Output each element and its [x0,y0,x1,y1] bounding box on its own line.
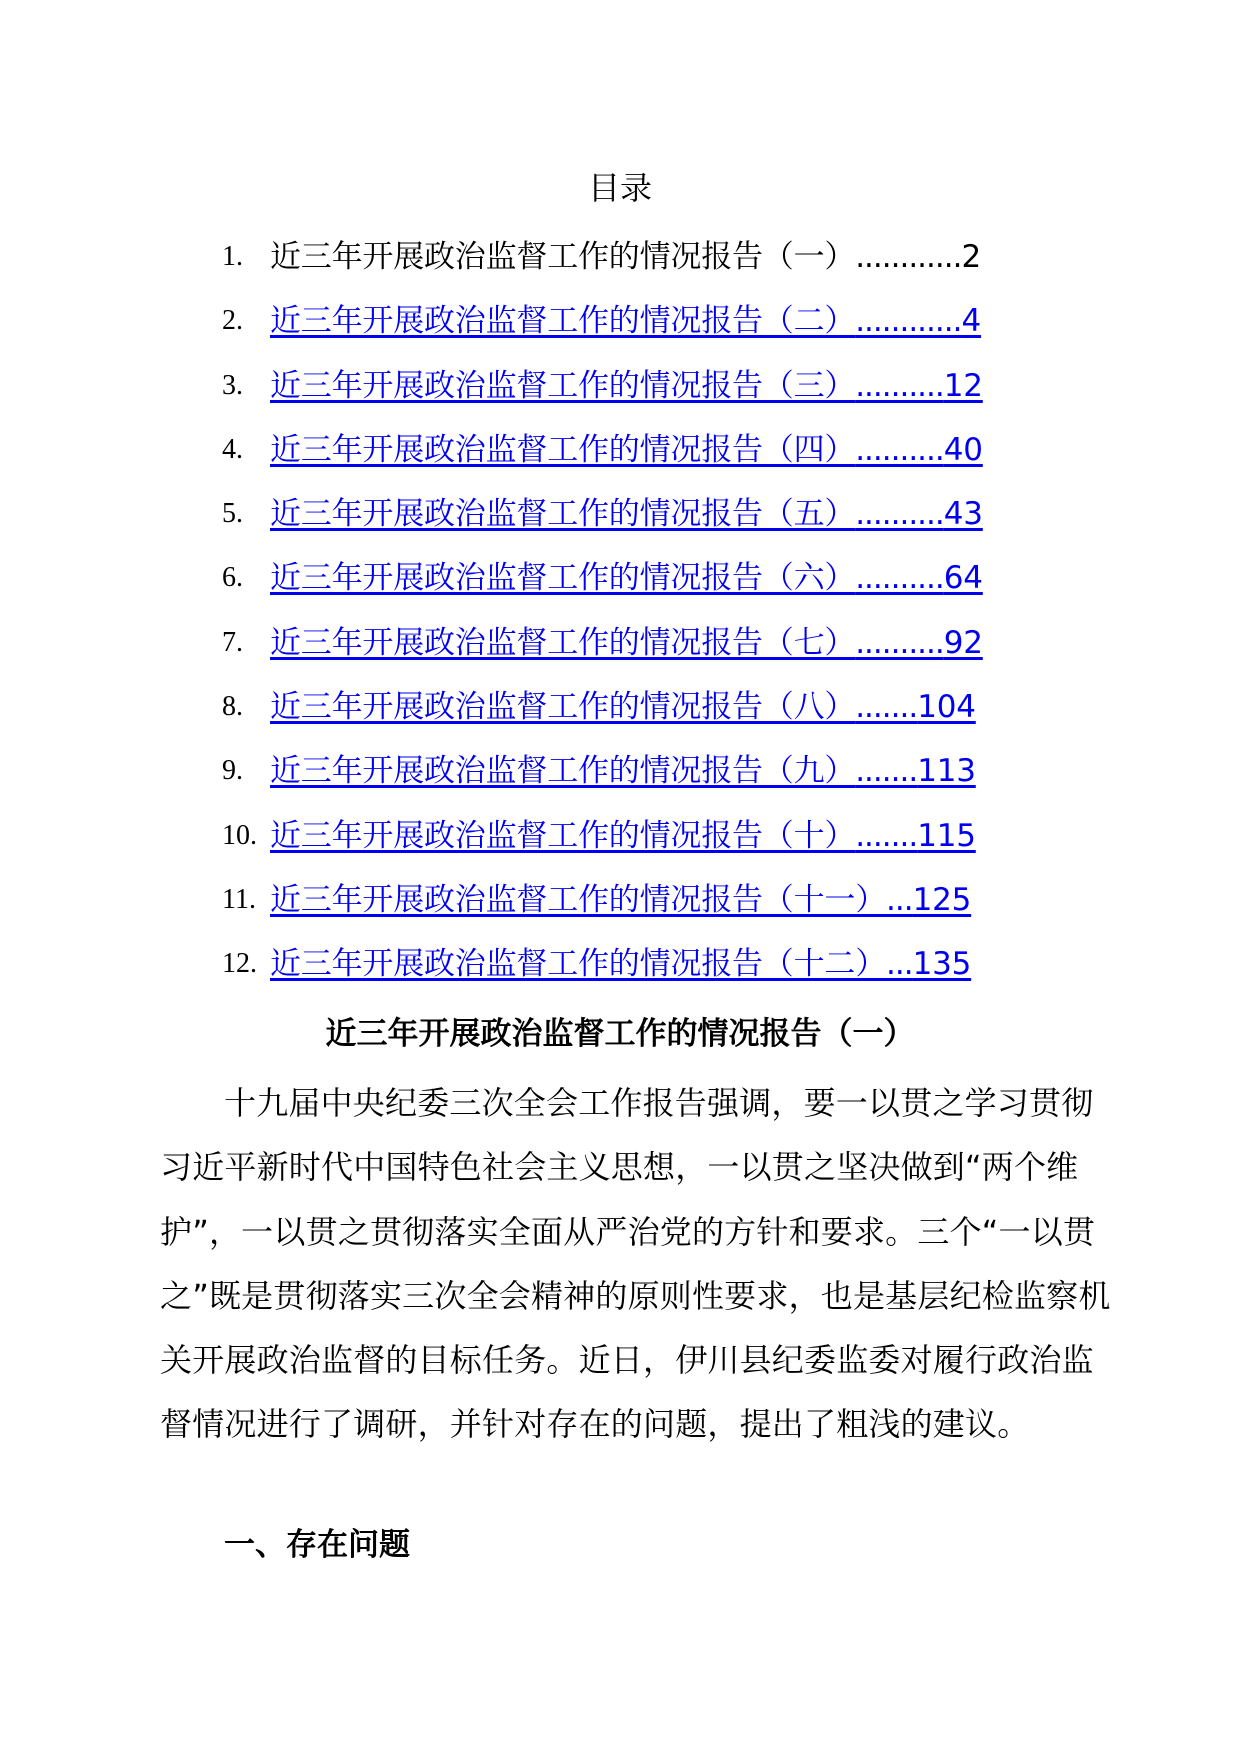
toc-page-number: 115 [917,817,976,854]
toc-item-number: 7. [222,626,243,658]
toc-item [222,749,1022,813]
toc-item-link[interactable] [270,942,971,986]
toc-item-title: 近三年开展政治监督工作的情况报告（九） [270,753,856,790]
toc-item-title: 近三年开展政治监督工作的情况报告（一） [270,239,856,275]
toc-leader: .......... [855,367,944,404]
body-paragraph: 十九届中央纪委三次全会工作报告强调，要一以贯之学习贯彻习近平新时代中国特色社会主义思想，一以贯之坚决做到“两个维护”，一以贯之贯彻落实全面从严治党的方针和要求。三个“一以贯之”既是贯彻落实三次全会精神的原则性要求，也是基层纪检监察机关开展政治监督的目标任务。近日，伊川县纪委监委对履行政治监督情况进行了调研，并针对存在的问题，提出了粗浅的建议。 [160,1084,1111,1444]
toc-item [222,364,1022,428]
toc-item-number: 5. [222,498,243,530]
toc-item [222,492,1022,556]
toc-item [222,235,1022,299]
toc-leader: ....... [855,689,918,726]
toc-item-title: 近三年开展政治监督工作的情况报告（四） [270,431,856,468]
toc-page-number: 40 [943,431,983,468]
toc-leader: .......... [855,431,944,468]
toc-item [222,299,1022,363]
toc-page-number: 92 [943,624,983,661]
toc-item [222,556,1022,620]
toc-page-number: 12 [943,367,983,404]
toc-leader: .......... [855,496,944,533]
toc-leader: ... [886,946,913,983]
toc-item-link[interactable] [270,621,983,665]
toc-leader: ............ [855,239,962,275]
toc-item-number: 3. [222,369,243,401]
toc-item-number: 8. [222,691,243,723]
toc-page-number: 113 [917,753,976,790]
toc-leader: .......... [855,560,944,597]
toc-item [222,428,1022,492]
toc-item-link[interactable] [270,749,976,793]
toc-page-number: 135 [912,946,972,983]
section-heading: 一、存在问题 [224,1527,410,1563]
toc-item-title: 近三年开展政治监督工作的情况报告（三） [270,367,856,404]
toc-item-title: 近三年开展政治监督工作的情况报告（十二） [270,946,886,983]
toc-item-number: 4. [222,433,243,465]
toc-item [222,942,1022,1006]
toc-item-link[interactable] [270,428,983,472]
toc-item-title: 近三年开展政治监督工作的情况报告（十） [270,817,856,854]
toc-item-number: 10. [222,819,257,851]
toc-item [222,621,1022,685]
toc-item-title: 近三年开展政治监督工作的情况报告（六） [270,560,856,597]
toc-item-link[interactable] [270,878,971,922]
toc-leader: ....... [855,817,918,854]
toc-title: 目录 [587,169,652,207]
toc-item [222,878,1022,942]
toc-item-link[interactable] [270,814,976,858]
toc-item-link[interactable] [270,364,983,408]
toc-page-number: 64 [943,560,983,597]
toc-leader: .......... [855,624,944,661]
toc-item-link[interactable] [270,492,983,536]
toc-leader: ....... [855,753,918,790]
toc-item-link[interactable] [270,299,981,343]
toc-item-number: 11. [222,883,256,915]
document-heading: 近三年开展政治监督工作的情况报告（一） [325,1016,915,1052]
toc-item-title: 近三年开展政治监督工作的情况报告（五） [270,496,856,533]
toc-page-number: 43 [943,496,983,533]
toc-item-title: 近三年开展政治监督工作的情况报告（二） [270,303,856,340]
table-of-contents [222,235,1022,1007]
toc-leader: ............ [855,303,962,340]
toc-item-number: 9. [222,755,243,787]
toc-item-title: 近三年开展政治监督工作的情况报告（十一） [270,881,886,918]
toc-item-link[interactable] [270,235,981,279]
toc-item [222,685,1022,749]
toc-item-title: 近三年开展政治监督工作的情况报告（七） [270,624,856,661]
toc-item-title: 近三年开展政治监督工作的情况报告（八） [270,689,856,726]
toc-item-number: 12. [222,948,257,980]
toc-page-number: 2 [961,239,981,275]
toc-page-number: 125 [912,881,972,918]
toc-leader: ... [886,881,913,918]
toc-item-link[interactable] [270,556,983,600]
toc-item-number: 1. [222,241,243,272]
toc-item-link[interactable] [270,685,976,729]
toc-item-number: 6. [222,562,243,594]
toc-item-number: 2. [222,305,243,337]
toc-item [222,814,1022,878]
toc-page-number: 4 [961,303,981,340]
toc-page-number: 104 [917,689,976,726]
